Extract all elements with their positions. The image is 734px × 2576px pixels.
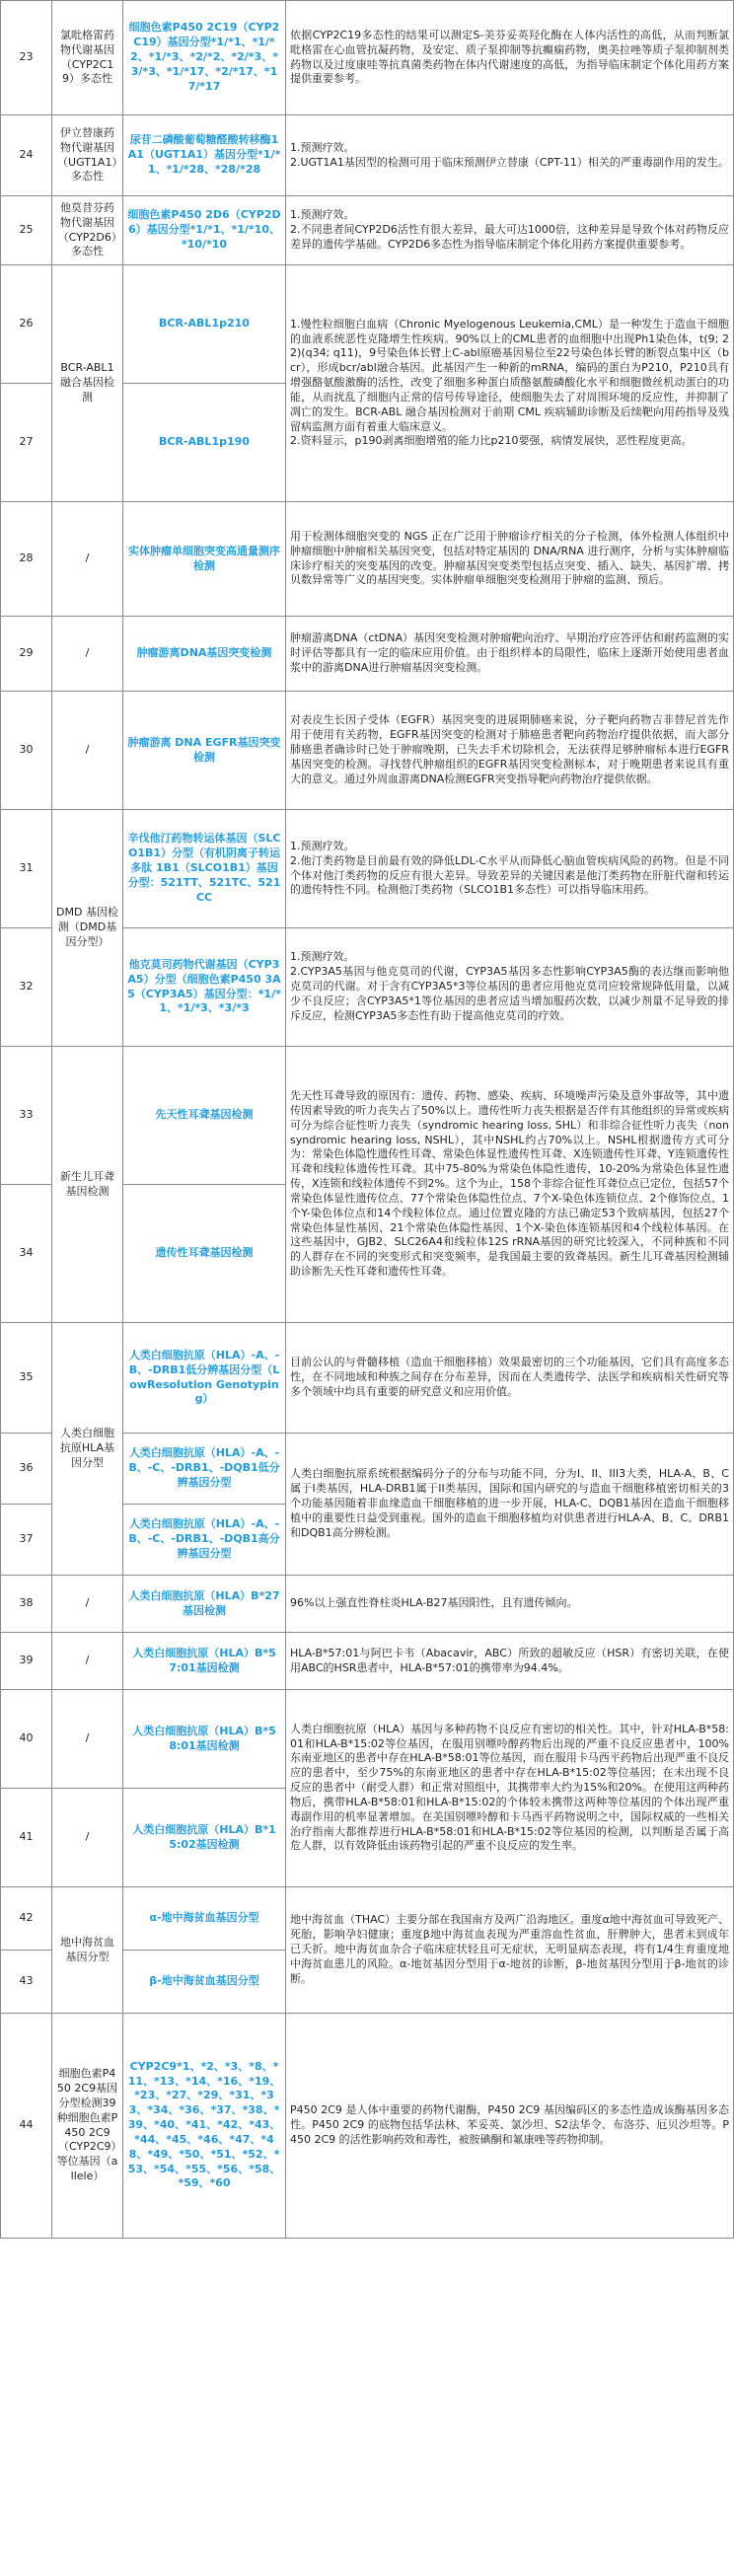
row-category: / (52, 1690, 123, 1789)
table-row (1, 617, 734, 692)
row-category: 新生儿耳聋基因检测 (52, 1047, 123, 1323)
row-category: 他莫昔芬药物代谢基因（CYP2D6）多态性 (52, 196, 123, 265)
row-number: 35 (1, 1323, 52, 1434)
table-row (1, 1633, 734, 1690)
table-row (1, 692, 734, 810)
row-number: 36 (1, 1434, 52, 1505)
table-row (1, 1047, 734, 1185)
row-description: 1.预测疗效。 2.不同患者间CYP2D6活性有很大差异，最大可达1000倍，这种差异是导致个体对药物反应差异的遗传学基础。CYP2D6多态性为指导临床制定个体化用药方案提供重要参考。 (286, 196, 734, 265)
row-number: 25 (1, 196, 52, 265)
row-description: 目前公认的与骨髓移植（造血干细胞移植）效果最密切的三个功能基因，它们具有高度多态性，在不同地域和种族之间存在分布差异，因而在人类遗传学、法医学和疾病相关性研究等多个领域中均具有重要的研究意义和应用价值。 (286, 1323, 734, 1434)
row-category: DMD 基因检测（DMD基因分型） (52, 810, 123, 1047)
row-description: 先天性耳聋导致的原因有：遗传、药物、感染、疾病、环境噪声污染及意外事故等，其中遗传因素导致的听力丧失占了50%以上。遗传性听力丧失根据是否伴有其他组织的异常或疾病可分为综合征性听力丧失（syndromic hearing loss, SHL）和非综合征性听力丧失（nonsyndromic hearing loss, NSHL），其中NSHL约占70%以上。NSHL根据遗传方式可分为：常染色体隐性遗传性耳聋、常染色体显性遗传性耳聋、X连锁遗传性耳聋、Y连锁遗传性耳聋和线粒体遗传性耳聋。其中75-80%为常染色体隐性遗传，10-20%为常染色体显性遗传，X连锁和线粒体遗传不到2%。这个为止，158个非综合征性耳聋位点已定位，包括57个常染色体显性遗传位点、77个常染色体隐性位点、7个X-染色体连锁位点、2个修饰位点、1个Y-染色体位点和14个线粒体位点。通过位置克隆的方法已确定53个致病基因，包括27个常染色体显性基因、21个常染色体隐性基因、1个X-染色体连锁基因和4个线粒体基因。在这些基因中，GJB2、SLC26A4和线粒体12S rRNA基因的研究比较深入，不同种族和不同的人群存在不同的突变形式和突变频率，是我国最主要的致聋基因。新生儿耳聋基因检测辅助诊断先天性耳聋和遗传性耳聋。 (286, 1047, 734, 1323)
row-item: 尿苷二磷酸葡萄糖醛酸转移酶1A1（UGT1A1）基因分型*1/*1、*1/*28、*28/*28 (123, 115, 286, 196)
table-row (1, 1576, 734, 1633)
row-number: 32 (1, 928, 52, 1047)
row-category: / (52, 1576, 123, 1633)
row-item: 遗传性耳聋基因检测 (123, 1185, 286, 1323)
row-description: 1.预测疗效。 2.UGT1A1基因型的检测可用于临床预测伊立替康（CPT-11）相关的严重毒副作用的发生。 (286, 115, 734, 196)
table-row (1, 1323, 734, 1434)
table-row (1, 196, 734, 265)
row-category: / (52, 617, 123, 692)
row-item: 肿瘤游离 DNA EGFR基因突变检测 (123, 692, 286, 810)
row-description: 96%以上强直性脊柱炎HLA-B27基因阳性，且有遗传倾向。 (286, 1576, 734, 1633)
row-item: 人类白细胞抗原（HLA）B*58:01基因检测 (123, 1690, 286, 1789)
row-description: 1.预测疗效。 2.CYP3A5基因与他克莫司的代谢，CYP3A5基因多态性影响CYP3A5酶的表达继而影响他克莫司的代谢。对于含有CYP3A5*3等位基因的患者应用他克莫司应较常规降低用量，以减少不良反应；含CYP3A5*1等位基因的患者应适当增加服药次数，以减少剂量不足导致的排斥反应，检测CYP3A5多态性有助于提高他克莫司的疗效。 (286, 928, 734, 1047)
table-row (1, 2014, 734, 2239)
row-item: 先天性耳聋基因检测 (123, 1047, 286, 1185)
row-number: 37 (1, 1505, 52, 1576)
row-number: 31 (1, 810, 52, 928)
row-description: 用于检测体细胞突变的 NGS 正在广泛用于肿瘤诊疗相关的分子检测，体外检测人体组织中肿瘤细胞中肿瘤相关基因突变，包括对特定基因的 DNA/RNA 进行测序，分析与实体肿瘤临床诊疗相关的突变基因的改变。肿瘤基因突变类型包括点突变、插入、缺失、基因扩增、拷贝数异常等广义的基因突变。实体肿瘤单细胞突变检测用于肿瘤的监测、预后。 (286, 502, 734, 617)
table-row (1, 265, 734, 384)
table-row (1, 1, 734, 115)
row-number: 38 (1, 1576, 52, 1633)
row-item: 人类白细胞抗原（HLA）B*27 基因检测 (123, 1576, 286, 1633)
row-item: 人类白细胞抗原（HLA）-A、-B、-C、-DRB1、-DQB1高分辨基因分型 (123, 1505, 286, 1576)
row-number: 30 (1, 692, 52, 810)
row-number: 28 (1, 502, 52, 617)
row-number: 23 (1, 1, 52, 115)
table-row (1, 1690, 734, 1789)
row-item: 他克莫司药物代谢基因（CYP3A5）分型（细胞色素P450 3A5（CYP3A5）基因分型：*1/*1、*1/*3、*3/*3 (123, 928, 286, 1047)
row-number: 43 (1, 1950, 52, 2014)
table-row (1, 502, 734, 617)
row-description: HLA-B*57:01与阿巴卡韦（Abacavir，ABC）所致的超敏反应（HSR）有密切关联，在使用ABC的HSR患者中，HLA-B*57:01的携带率为94.4%。 (286, 1633, 734, 1690)
row-item: CYP2C9*1、*2、*3、*8、*11、*13、*14、*16、*19、*23、*27、*29、*31、*33、*34、*36、*37、*38、*39、*40、*41、*42、*43、*44、*45、*46、*47、*48、*49、*50、*51、*52、*53、*54、*55、*56、*58、*59、*60 (123, 2014, 286, 2239)
row-category: 人类白细胞抗原HLA基因分型 (52, 1323, 123, 1576)
row-number: 26 (1, 265, 52, 384)
row-description: 地中海贫血（THAC）主要分部在我国南方及两广沿海地区。重度α地中海贫血可导致死产、死胎，影响孕妇健康；重度β地中海贫血表现为严重溶血性贫血，肝脾肿大，患者未到成年已夭折。地中海贫血杂合子临床症状轻且可无症状，无明显病态表现，将有1/4生育重度地中海贫血患儿的风险。α-地贫基因分型用于α-地贫的诊断，β-地贫基因分型用于β-地贫的诊断。 (286, 1887, 734, 2014)
row-description: 人类白细胞抗原系统根据编码分子的分布与功能不同，分为I、II、III3大类，HLA-A、B、C属于I类基因，HLA-DRB1属于II类基因，国际和国内研究的与造血干细胞移植密切相关的3个功能基因随着非血缘造血干细胞移植的进一步开展，HLA-C、DQB1基因在造血干细胞移植中的重要性日益受到重视。国外的造血干细胞移植均对供患者进行HLA-A、B、C、DRB1和DQB1高分辨检测。 (286, 1434, 734, 1576)
row-number: 40 (1, 1690, 52, 1789)
row-category: 细胞色素P450 2C9基因分型检测39种细胞色素P450 2C9（CYP2C9）等位基因（allele） (52, 2014, 123, 2239)
row-item: 人类白细胞抗原（HLA）-A、-B、-C、-DRB1、-DQB1低分辨基因分型 (123, 1434, 286, 1505)
row-number: 24 (1, 115, 52, 196)
row-item: 人类白细胞抗原（HLA）B*15:02基因检测 (123, 1789, 286, 1887)
row-description: 肿瘤游离DNA（ctDNA）基因突变检测对肿瘤靶向治疗、早期治疗应答评估和耐药监测的实时评估等都具有一定的临床应用价值。由于组织样本的局限性，临床上逐渐开始使用患者血浆中的游离DNA进行肿瘤基因突变检测。 (286, 617, 734, 692)
row-item: β-地中海贫血基因分型 (123, 1950, 286, 2014)
row-description: 1.预测疗效。 2.他汀类药物是目前最有效的降低LDL-C水平从而降低心脑血管疾病风险的药物。但是不同个体对他汀类药物的反应有很大差异。导致差异的关键因素是他汀类药物在肝脏代谢和转运的遗传特性不同。检测他汀类药物（SLCO1B1多态性）可以指导临床用药。 (286, 810, 734, 928)
row-description: 依据CYP2C19多态性的结果可以测定S-美芬妥英羟化酶在人体内活性的高低，从而判断氯吡格雷在心血管抗凝药物，及安定、质子泵抑制等抗癫痫药物，奥美拉唑等质子泵抑制剂类药物以及过度康哇等抗真菌类药物在体内代谢速度的高低，为指导临床制定个体化用药方案提供重要参考。 (286, 1, 734, 115)
row-category: / (52, 1789, 123, 1887)
row-description: P450 2C9 是人体中重要的药物代谢酶，P450 2C9 基因编码区的多态性造成该酶基因多态性。P450 2C9 的底物包括华法林、苯妥英、氯沙坦、S2法华令、布洛芬、厄贝沙坦等。P450 2C9 的活性影响药效和毒性，被胺碘酮和氟康唑等药物抑制。 (286, 2014, 734, 2239)
table-row (1, 810, 734, 928)
row-description: 人类白细胞抗原（HLA）基因与多种药物不良反应有密切的相关性。其中，针对HLA-B*58:01和HLA-B*15:02等位基因，在服用别嘌呤醇药物后出现的严重不良反应患者中，100%东南亚地区的患者中存在HLA-B*58:01等位基因，而在服用卡马西平药物后出现严重不良反应的患者中，至少75%的东南亚地区的患者中存在HLA-B*15:02等位基因；在未出现不良反应的患者中（耐受人群）和正常对照组中，其携带率大约为15%和20%。在使用这两种药物后，携带HLA-B*58:01和HLA-B*15:02的个体较未携带这两种等位基因的个体出现严重毒副作用的机率显著增加。在美国别嘌呤醇和卡马西平药物说明之中，国际权威的一些相关治疗指南大都推荐进行HLA-B*58:01和HLA-B*15:02等位基因的检测，以判断是否属于高危人群，以有效降低由该药物引起的严重不良反应的发生率。 (286, 1690, 734, 1887)
row-item: 人类白细胞抗原（HLA）-A、-B、-DRB1低分辨基因分型（LowResolution Genotyping） (123, 1323, 286, 1434)
table-row (1, 115, 734, 196)
row-category: 氯吡格雷药物代谢基因（CYP2C19）多态性 (52, 1, 123, 115)
row-number: 42 (1, 1887, 52, 1950)
row-number: 34 (1, 1185, 52, 1323)
row-description: 对表皮生长因子受体（EGFR）基因突变的进展期肺癌来说，分子靶向药物吉非替尼首先作用于使用有关药物，EGFR基因突变的检测对于肺癌患者靶向药物治疗提供依据，而大部分肺癌患者确诊时已处于肿瘤晚期，已失去手术切除机会，无法获得足够肿瘤标本进行EGFR 基因突变的检测。寻找替代肿瘤组织的EGFR基因突变检测标本，对于晚期患者来说具有重大的意义。通过外周血游离DNA检测EGFR突变指导靶向药物治疗提供依据。 (286, 692, 734, 810)
row-item: BCR-ABL1p190 (123, 384, 286, 502)
row-category: 地中海贫血基因分型 (52, 1887, 123, 2014)
row-item: 辛伐他汀药物转运体基因（SLCO1B1）分型（有机阴离子转运多肽 1B1（SLCO1B1）基因分型：521TT、521TC、521CC (123, 810, 286, 928)
row-item: α-地中海贫血基因分型 (123, 1887, 286, 1950)
row-category: BCR-ABL1融合基因检测 (52, 265, 123, 502)
row-item: 细胞色素P450 2C19（CYP2C19）基因分型*1/*1、*1/*2、*1/*3、*2/*2、*2/*3、*3/*3、*1/*17、*2/*17、*17/*17 (123, 1, 286, 115)
row-item: 肿瘤游离DNA基因突变检测 (123, 617, 286, 692)
row-category: / (52, 502, 123, 617)
row-number: 29 (1, 617, 52, 692)
row-category: / (52, 1633, 123, 1690)
row-item: 细胞色素P450 2D6（CYP2D6）基因分型*1/*1、*1/*10、*10/*10 (123, 196, 286, 265)
row-category: / (52, 692, 123, 810)
row-item: BCR-ABL1p210 (123, 265, 286, 384)
row-number: 41 (1, 1789, 52, 1887)
row-description: 1.慢性粒细胞白血病（Chronic Myelogenous Leukemia,CML）是一种发生于造血干细胞的血液系统恶性克隆增生性疾病。90%以上的CML患者的血细胞中出现Ph1染色体，t(9; 22)(q34; q11)，9号染色体长臂上C-abl原癌基因易位至22号染色体长臂的断裂点集中区（bcr），形成bcr/abl融合基因。此基因产生一种新的mRNA，编码的蛋白为P210，P210具有增强酪氨酸激酶的活性，改变了细胞多种蛋白质酪氨酸磷酸化水平和细胞微丝机动蛋白的功能，从而扰乱了细胞内正常的信号传导途径，使细胞失去了对周围环境的反应性，并抑制了凋亡的发生。BCR-ABL 融合基因检测对于前期 CML 疾病辅助诊断及后续靶向用药指导及残留病监测方面有着重大临床意义。 2.资料显示，p190剥离细胞增殖的能力比p210要强，病情发展快，恶性程度更高。 (286, 265, 734, 502)
table-row (1, 1887, 734, 1950)
row-item: 实体肿瘤单细胞突变高通量测序检测 (123, 502, 286, 617)
row-category: 伊立替康药物代谢基因（UGT1A1）多态性 (52, 115, 123, 196)
row-number: 44 (1, 2014, 52, 2239)
row-number: 27 (1, 384, 52, 502)
row-number: 39 (1, 1633, 52, 1690)
row-number: 33 (1, 1047, 52, 1185)
row-item: 人类白细胞抗原（HLA）B*57:01基因检测 (123, 1633, 286, 1690)
